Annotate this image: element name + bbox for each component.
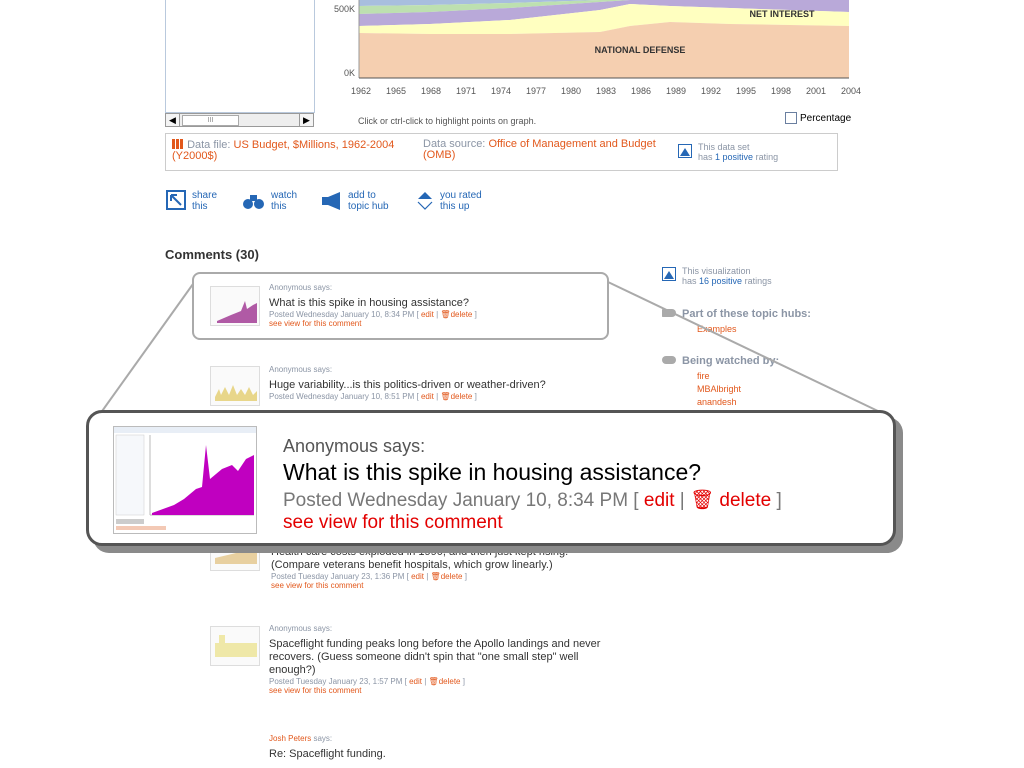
delete-label: delete <box>450 392 473 401</box>
author-link[interactable]: Josh Peters <box>269 734 312 743</box>
zoom-posted: Posted Wednesday January 10, 8:34 PM [ <box>283 490 639 511</box>
delete-link[interactable]: 🗑delete <box>440 310 473 319</box>
watcher-link[interactable]: anandesh <box>697 397 737 407</box>
delete-label: delete <box>450 310 473 319</box>
see-view-link[interactable]: see view for this comment <box>269 686 362 695</box>
comment-author: Anonymous says: <box>269 624 333 633</box>
comment-posted: Posted Tuesday January 23, 1:36 PM [ <box>271 572 409 581</box>
separator: | <box>436 392 439 401</box>
zoom-author: Anonymous says: <box>283 436 426 456</box>
comment-text-line2: (Compare veterans benefit hospitals, which grow linearly.) <box>271 559 553 571</box>
x-tick-label: 2001 <box>805 86 827 96</box>
bracket-close: ] <box>474 310 477 319</box>
delete-label: delete <box>440 572 463 581</box>
data-file-label: Data file: <box>187 139 231 151</box>
delete-label: delete <box>438 677 461 686</box>
share-line2: this <box>192 201 208 212</box>
data-file-link[interactable]: US Budget, $Millions, 1962-2004 (Y2000$) <box>172 139 395 162</box>
x-tick-label: 1962 <box>350 86 372 96</box>
scroll-left-button[interactable]: ◀ <box>166 114 180 126</box>
comment-posted: Posted Tuesday January 23, 1:57 PM [ <box>269 677 407 686</box>
x-tick-label: 1983 <box>595 86 617 96</box>
comment-text-line3: enough?) <box>269 664 316 676</box>
watcher-link[interactable]: MBAlbright <box>697 384 742 394</box>
rating-pre: This data set <box>698 142 750 152</box>
data-source-link[interactable]: Office of Management and Budget (OMB) <box>423 138 656 161</box>
separator: | <box>436 310 439 319</box>
viz-rating-pre: This visualization <box>682 266 751 276</box>
zoom-edit-link[interactable]: edit <box>643 490 675 511</box>
percentage-label: Percentage <box>800 112 852 124</box>
edit-link[interactable]: edit <box>411 572 424 581</box>
data-source-label: Data source: <box>423 138 486 150</box>
add-line1: add to <box>348 190 376 201</box>
x-tick-label: 2004 <box>840 86 862 96</box>
bracket-close: ] <box>474 392 477 401</box>
zoom-bracket-close: ] <box>776 490 782 511</box>
author-says: says: <box>313 734 333 743</box>
comment-text-line1: Spaceflight funding peaks long before the Apollo landings and never <box>269 638 601 650</box>
rating-count[interactable]: 1 positive <box>715 152 754 162</box>
comment-text-line2: recovers. (Guess someone didn't spin that "one small step" well <box>269 651 579 663</box>
add-line2: topic hub <box>348 201 389 212</box>
y-tick-0k: 0K <box>343 68 355 78</box>
x-tick-label: 1986 <box>630 86 652 96</box>
rated-line2: this up <box>440 201 470 212</box>
x-tick-label: 1980 <box>560 86 582 96</box>
rated-line1: you rated <box>440 190 482 201</box>
x-tick-label: 1965 <box>385 86 407 96</box>
bracket-close: ] <box>462 677 465 686</box>
scroll-right-button[interactable]: ▶ <box>299 114 313 126</box>
zoom-thumbnail[interactable] <box>113 426 257 534</box>
comment-text: What is this spike in housing assistance? <box>269 297 469 309</box>
watched-heading: Being watched by: <box>682 355 780 367</box>
separator: | <box>424 677 427 686</box>
edit-link[interactable]: edit <box>409 677 422 686</box>
zoom-see-view-link[interactable]: see view for this comment <box>283 512 503 533</box>
comment-text: Huge variability...is this politics-driven or weather-driven? <box>269 379 546 391</box>
comment-text: Re: Spaceflight funding. <box>269 748 386 760</box>
viz-rating-has: has <box>682 276 697 286</box>
series-label-national-defense: NATIONAL DEFENSE <box>594 45 686 55</box>
watch-line1: watch <box>271 190 298 201</box>
comment-text-line1: Health care costs exploded in 1990, and then just kept rising. <box>271 546 569 558</box>
x-tick-label: 1971 <box>455 86 477 96</box>
x-tick-label: 1968 <box>420 86 442 96</box>
x-tick-label: 1989 <box>665 86 687 96</box>
x-tick-label: 1974 <box>490 86 512 96</box>
zoom-comment <box>283 436 782 534</box>
delete-link[interactable]: 🗑delete <box>440 392 473 401</box>
see-view-link[interactable]: see view for this comment <box>271 581 364 590</box>
rating-has: has <box>698 152 713 162</box>
bracket-close: ] <box>464 572 467 581</box>
x-tick-label: 1995 <box>735 86 757 96</box>
x-tick-label: 1977 <box>525 86 547 96</box>
viz-rating-count[interactable]: 16 positive <box>699 276 743 286</box>
watch-line2: this <box>271 201 287 212</box>
rating-post: rating <box>755 152 779 162</box>
see-view-link[interactable]: see view for this comment <box>269 319 362 328</box>
zoom-delete-label: delete <box>719 490 772 511</box>
comment-author: Anonymous says: <box>269 283 333 292</box>
separator: | <box>426 572 429 581</box>
series-label-net-interest: NET INTEREST <box>749 9 815 19</box>
topic-hub-link[interactable]: Examples <box>697 324 737 334</box>
chart-hint: Click or ctrl-click to highlight points on graph. <box>358 116 537 126</box>
watcher-link[interactable]: fire <box>697 371 710 381</box>
comment-posted: Posted Wednesday January 10, 8:51 PM [ <box>269 392 419 401</box>
topic-hubs-heading: Part of these topic hubs: <box>682 308 811 320</box>
edit-link[interactable]: edit <box>420 310 434 319</box>
trash-icon: 🗑 <box>690 490 715 511</box>
x-tick-label: 1998 <box>770 86 792 96</box>
comment-author: Anonymous says: <box>269 365 333 374</box>
viz-rating-post: ratings <box>744 276 772 286</box>
edit-link[interactable]: edit <box>420 392 434 401</box>
delete-link[interactable]: 🗑delete <box>428 677 461 686</box>
scroll-thumb[interactable]: III <box>182 115 239 126</box>
zoom-callout <box>86 410 896 546</box>
zoom-text: What is this spike in housing assistance? <box>283 459 702 485</box>
x-tick-label: 1992 <box>700 86 722 96</box>
zoom-separator: | <box>679 490 685 511</box>
zoom-delete-link[interactable] <box>690 490 771 511</box>
delete-link[interactable]: 🗑delete <box>430 572 463 581</box>
comments-heading: Comments (30) <box>165 247 259 262</box>
comment-posted: Posted Wednesday January 10, 8:34 PM [ <box>269 310 419 319</box>
share-line1: share <box>192 190 218 201</box>
y-tick-500k: 500K <box>333 4 355 14</box>
